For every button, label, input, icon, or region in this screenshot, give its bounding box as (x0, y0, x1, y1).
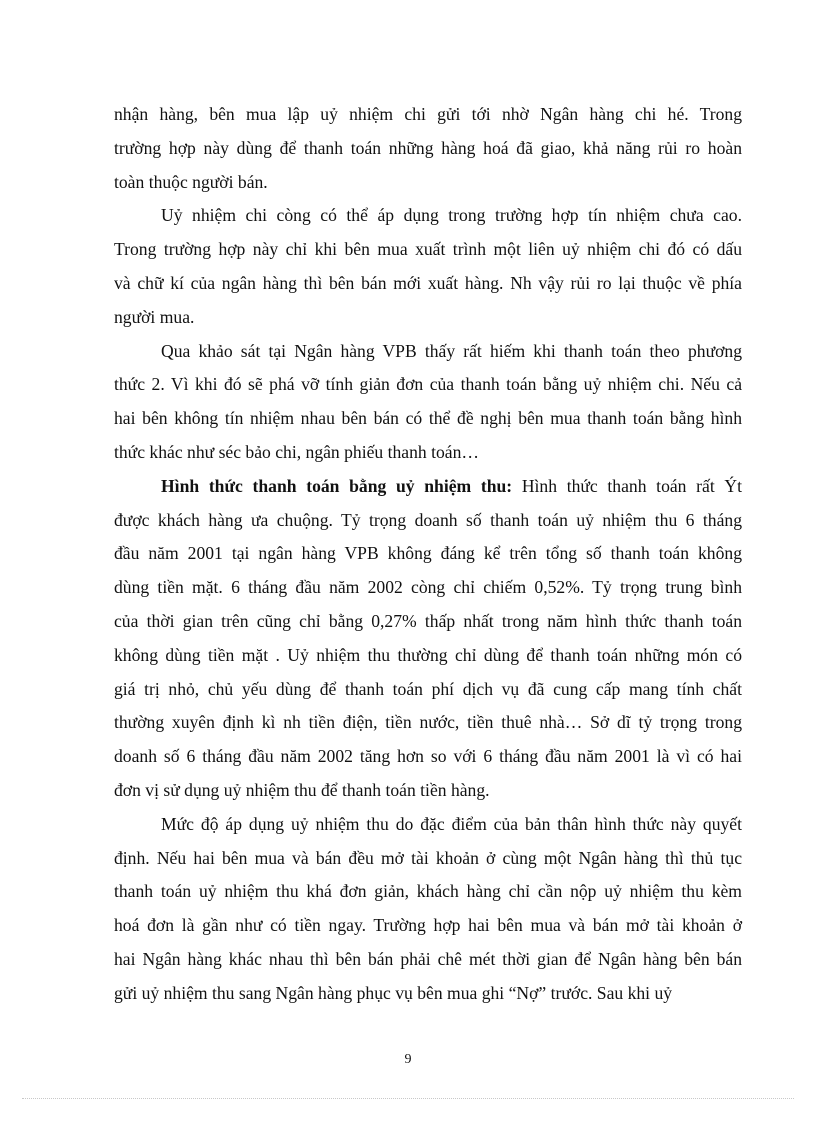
text-line: dùng tiền mặt. 6 tháng đầu năm 2002 còng chỉ chiếm 0,52%. Tỷ trọng trung bình (114, 577, 742, 598)
text-line: định. Nếu hai bên mua và bán đều mở tài khoản ở cùng một Ngân hàng thì thủ tục (114, 847, 742, 868)
text-line: Mức độ áp dụng uỷ nhiệm thu do đặc điểm của bản thân hình thức này quyết (161, 813, 742, 834)
text-line: Uỷ nhiệm chi còng có thể áp dụng trong trường hợp tín nhiệm chưa cao. (161, 205, 742, 226)
text-line: thanh toán uỷ nhiệm thu khá đơn giản, khách hàng chỉ cần nộp uỷ nhiệm thu kèm (114, 881, 742, 902)
section-heading: Hình thức thanh toán bằng uỷ nhiệm thu: (161, 475, 513, 496)
text-line: của thời gian trên cũng chỉ bằng 0,27% thấp nhất trong năm hình thức thanh toán (114, 610, 742, 631)
text-line: được khách hàng ưa chuộng. Tỷ trọng doanh số thanh toán uỷ nhiệm thu 6 tháng (114, 509, 742, 530)
body-text (114, 98, 742, 1011)
page-number: 9 (404, 1052, 412, 1067)
text-line: thức khác như séc bảo chi, ngân phiếu thanh toán… (114, 441, 479, 462)
text-line: thức 2. Vì khi đó sẽ phá vỡ tính giản đơn của thanh toán bằng uỷ nhiệm chi. Nếu cả (114, 374, 742, 395)
text-line: giá trị nhỏ, chủ yếu dùng để thanh toán phí dịch vụ đã cung cấp mang tính chất (114, 678, 742, 699)
section-heading-line (114, 470, 742, 504)
text-line: không dùng tiền mặt . Uỷ nhiệm thu thường chỉ dùng để thanh toán những món có (114, 644, 742, 665)
text-line: gửi uỷ nhiệm thu sang Ngân hàng phục vụ bên mua ghi “Nợ” trước. Sau khi uỷ (114, 982, 673, 1003)
text-line: thường xuyên định kì nh tiền điện, tiền nước, tiền thuê nhà… Sở dĩ tỷ trọng trong (114, 712, 742, 733)
section-heading-rest: Hình thức thanh toán rất Ýt (512, 475, 742, 496)
text-line: hai bên không tín nhiệm nhau bên bán có thể đề nghị bên mua thanh toán bằng hình (114, 408, 742, 429)
text-line: đầu năm 2001 tại ngân hàng VPB không đáng kể trên tổng số thanh toán không (114, 543, 742, 564)
text-line: doanh số 6 tháng đầu năm 2002 tăng hơn so với 6 tháng đầu năm 2001 là vì có hai (114, 746, 742, 767)
text-line: và chữ kí của ngân hàng thì bên bán mới xuất hàng. Nh vậy rủi ro lại thuộc về phía (114, 272, 742, 293)
text-line: người mua. (114, 306, 195, 327)
text-line: nhận hàng, bên mua lập uỷ nhiệm chi gửi tới nhờ Ngân hàng chi hé. Trong (114, 104, 742, 124)
text-line: trường hợp này dùng để thanh toán những hàng hoá đã giao, khả năng rủi ro hoàn (114, 137, 742, 158)
text-line: hai Ngân hàng khác nhau thì bên bán phải chê mét thời gian để Ngân hàng bên bán (114, 948, 742, 969)
text-line: hoá đơn là gần như có tiền ngay. Trường hợp hai bên mua và bán mở tài khoản ở (114, 915, 742, 936)
text-line: Trong trường hợp này chỉ khi bên mua xuất trình một liên uỷ nhiệm chi đó có dấu (114, 239, 742, 260)
text-line: đơn vị sử dụng uỷ nhiệm thu để thanh toán tiền hàng. (114, 779, 490, 800)
text-line: Qua khảo sát tại Ngân hàng VPB thấy rất hiếm khi thanh toán theo phương (161, 340, 742, 361)
page-bottom-divider (22, 1098, 794, 1099)
text-line: toàn thuộc người bán. (114, 171, 268, 192)
